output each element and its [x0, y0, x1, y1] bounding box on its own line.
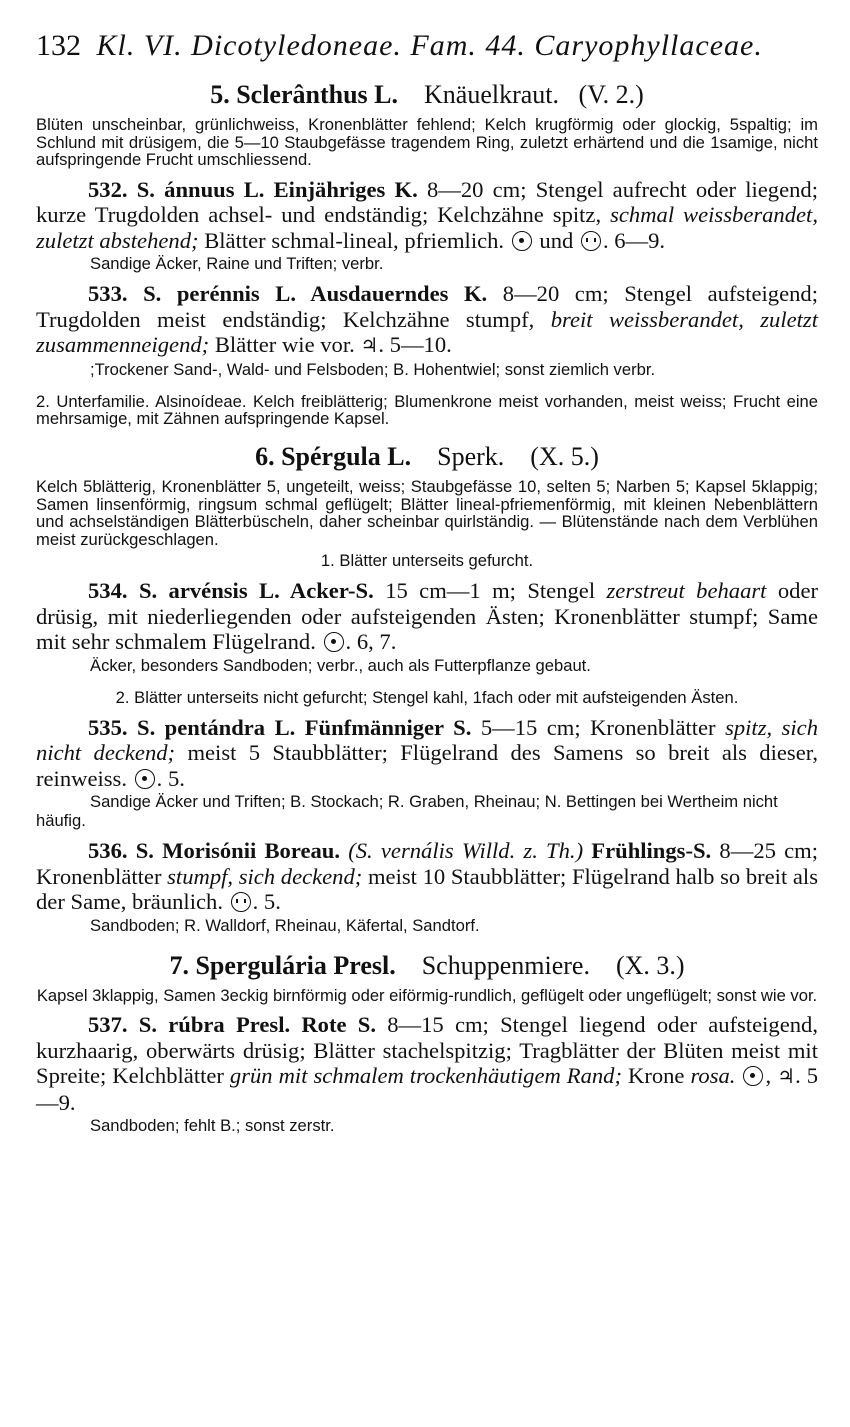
- biennial-symbol-icon: [581, 231, 601, 251]
- annual-symbol-icon: [135, 769, 155, 789]
- species-text: meist 5 Staubblätter; Flügelrand des Samens so breit als dieser, reinweiss.: [36, 740, 819, 791]
- habitat-line: Sandboden; R. Walldorf, Rheinau, Käfertal, Sandtorf.: [90, 915, 480, 935]
- species-text: oder drüsig, mit niederliegenden oder aufsteigenden Ästen; Kronenblätter stumpf; Same mit sehr schmalem Flügelrand.: [36, 578, 819, 655]
- species-entry-534: [36, 578, 818, 655]
- species-text: 8—25 cm; Kronenblätter: [36, 838, 818, 889]
- species-entry-532: [36, 177, 818, 254]
- species-text: Blätter wie vor.: [214, 332, 355, 358]
- species-lead: 537. S. rúbra Presl. Rote S.: [88, 1012, 376, 1038]
- habitat-line: ;Trockener Sand-, Wald- und Felsboden; B. Hohentwiel; sonst ziemlich verbr.: [90, 359, 656, 379]
- species-text: Blätter schmal-lineal, pfriemlich.: [204, 227, 505, 253]
- species-text: Krone: [628, 1063, 685, 1089]
- species-entry-535: [36, 715, 818, 792]
- species-lead: 535. S. pentándra L. Fünfmänniger S.: [88, 714, 472, 740]
- genus-heading-scleranthus: [36, 78, 818, 112]
- species-text: 8—15 cm; Stengel liegend oder aufsteigend, kurzhaarig, oberwärts drüsig; Blätter stachelspitzig; Tragblätter der Blüten meist mit Spreite; Kelchblätter: [36, 1012, 818, 1089]
- habitat-line: Sandige Äcker und Triften; B. Stockach; R. Graben, Rheinau; N. Bettingen bei Wertheim nicht häufig.: [36, 792, 778, 831]
- subfamily-description: 2. Unterfamilie. Alsinoídeae. Kelch freiblätterig; Blumenkrone meist vorhanden, meist weiss; Frucht eine mehrsamige, mit Zähnen aufspringende Kapsel.: [36, 391, 818, 429]
- genus-common-name: Schuppenmiere.: [421, 950, 590, 980]
- species-italic-text: stumpf, sich deckend;: [167, 863, 363, 889]
- species-lead: 533. S. perénnis L. Ausdauerndes K.: [88, 281, 488, 307]
- habitat-line: Äcker, besonders Sandboden; verbr., auch als Futterpflanze gebaut.: [90, 655, 591, 675]
- species-text: ,: [765, 1063, 772, 1089]
- species-text: und: [539, 227, 574, 253]
- linnaean-class: (X. 5.): [530, 441, 599, 471]
- species-text: 8—20 cm; Stengel aufrecht oder liegend; kurze Trugdolden achsel- und endständig; Kelchzähne spitz,: [36, 176, 818, 228]
- genus-description: Kelch 5blätterig, Kronenblätter 5, ungeteilt, weiss; Staubgefässe 10, selten 5; Narben 5; Kapsel 5klappig; Samen linsenförmig, ringsum schmal geflügelt; Blätter lineal-pfriemenförmig, mit kleinen Nebenblättern und achselständigen Blätterbüscheln, daher scheinbar quirlständig. — Blütenstände nach dem Verblühen meist zurückgeschlagen.: [36, 476, 818, 549]
- genus-name: 7. Spergulária Presl.: [169, 950, 396, 980]
- species-italic-text: rosa.: [690, 1063, 736, 1089]
- book-page: [36, 26, 818, 1135]
- genus-name: 5. Sclerânthus L.: [210, 80, 399, 109]
- perennial-symbol-icon: ♃: [360, 333, 379, 358]
- species-lead: 536. S. Morisónii Boreau.: [88, 838, 341, 864]
- running-header: [36, 26, 818, 66]
- biennial-symbol-icon: [231, 892, 251, 912]
- genus-common-name: Sperk.: [437, 441, 505, 471]
- page-number: 132: [36, 29, 81, 62]
- linnaean-class: (X. 3.): [615, 950, 685, 980]
- species-common-name: Frühlings-S.: [591, 838, 712, 864]
- habitat-line: Sandige Äcker, Raine und Triften; verbr.: [90, 254, 384, 274]
- genus-common-name: Knäuelkraut.: [424, 80, 560, 109]
- species-entry-533: [36, 281, 818, 359]
- annual-symbol-icon: [743, 1066, 763, 1086]
- running-title: Kl. VI. Dicotyledoneae. Fam. 44. Caryophyllaceae.: [96, 29, 763, 62]
- flowering-months: . 6, 7.: [345, 629, 397, 655]
- species-italic-text: zerstreut behaart: [606, 578, 767, 604]
- habitat-line: Sandboden; fehlt B.; sonst zerstr.: [90, 1116, 335, 1136]
- flowering-months: . 6—9.: [602, 227, 666, 253]
- genus-heading-spergularia: [36, 949, 818, 983]
- genus-description: Kapsel 3klappig, Samen 3eckig birnförmig oder eiförmig-rundlich, geflügelt oder ungeflügelt; sonst wie vor.: [36, 985, 818, 1005]
- perennial-symbol-icon: ♃: [777, 1064, 796, 1089]
- species-entry-537: [36, 1012, 818, 1115]
- genus-heading-spergula: [36, 440, 818, 474]
- species-lead: 534. S. arvénsis L. Acker-S.: [88, 578, 374, 604]
- key-group-2: 2. Blätter unterseits nicht gefurcht; Stengel kahl, 1fach oder mit aufsteigenden Ästen.: [115, 687, 739, 707]
- species-text: 8—20 cm; Stengel aufsteigend; Trugdolden meist endständig; Kelchzähne stumpf,: [36, 281, 818, 332]
- flowering-months: . 5—9.: [36, 1063, 818, 1115]
- species-italic-text: breit weissberandet, zuletzt zusammenneigend;: [36, 306, 818, 358]
- species-text: 5—15 cm; Kronenblätter: [480, 714, 716, 740]
- species-lead: 532. S. ánnuus L. Einjähriges K.: [88, 176, 418, 202]
- key-group-1: 1. Blätter unterseits gefurcht.: [320, 551, 534, 571]
- annual-symbol-icon: [512, 231, 532, 251]
- synonym: (S. vernális Willd. z. Th.): [348, 838, 584, 864]
- species-entry-536: [36, 838, 818, 915]
- species-text: 15 cm—1 m; Stengel: [385, 578, 596, 604]
- annual-symbol-icon: [324, 632, 344, 652]
- species-italic-text: schmal weissberandet, zuletzt abstehend;: [36, 202, 818, 253]
- species-italic-text: grün mit schmalem trockenhäutigem Rand;: [229, 1063, 622, 1089]
- genus-name: 6. Spérgula L.: [255, 441, 412, 471]
- flowering-months: . 5.: [252, 889, 281, 915]
- species-text: meist 10 Staubblätter; Flügelrand halb so breit als der Same, bräunlich.: [36, 863, 818, 915]
- species-italic-text: spitz, sich nicht deckend;: [36, 714, 819, 766]
- flowering-months: . 5—10.: [378, 332, 452, 358]
- genus-description: Blüten unscheinbar, grünlichweiss, Kronenblätter fehlend; Kelch krugförmig oder glockig, 5spaltig; im Schlund mit drüsigem, die 5—10 Staubgefässe tragendem Ring, zuletzt erhärtend und die 1samige, nicht aufspringende Frucht umschliessend.: [36, 115, 818, 170]
- linnaean-class: (V. 2.): [578, 80, 644, 109]
- flowering-months: . 5.: [156, 765, 185, 791]
